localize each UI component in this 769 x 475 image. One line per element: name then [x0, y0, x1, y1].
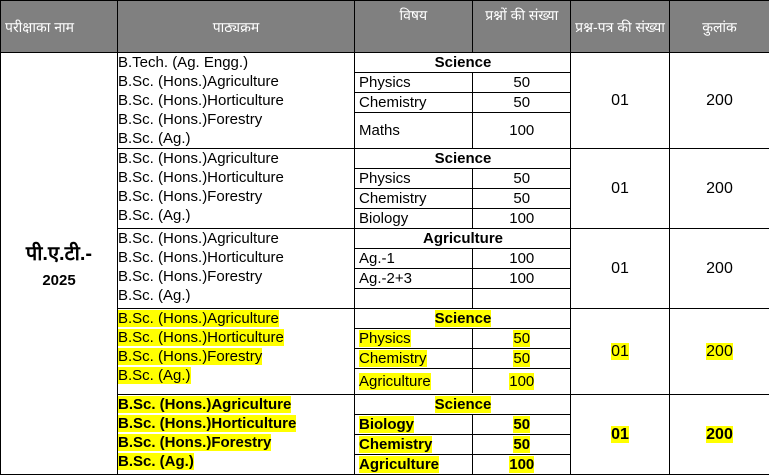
subject-block	[355, 395, 571, 475]
subject-name: Chemistry	[355, 189, 472, 209]
course-list	[118, 149, 355, 229]
course-item: B.Sc. (Ag.)	[118, 206, 354, 225]
subject-questions: 50	[472, 189, 571, 209]
subject-questions: 50	[472, 93, 571, 113]
subject-name: Ag.-1	[355, 249, 472, 269]
num-papers: 01	[611, 426, 629, 443]
course-item: B.Sc. (Hons.)Horticulture	[118, 415, 296, 432]
subject-block	[355, 229, 571, 309]
subject-questions: 50	[513, 416, 530, 433]
subject-name: Biology	[359, 416, 414, 433]
subject-questions: 100	[472, 113, 571, 149]
subject-name: Physics	[355, 169, 472, 189]
course-item: B.Sc. (Hons.)Agriculture	[118, 310, 279, 327]
header-row	[1, 1, 769, 53]
subject-name: Chemistry	[359, 350, 427, 367]
course-item: B.Sc. (Hons.)Agriculture	[118, 72, 354, 91]
course-item: B.Sc. (Hons.)Forestry	[118, 434, 271, 451]
stream-label: Science	[355, 149, 571, 169]
total-marks: 200	[706, 426, 733, 443]
course-item: B.Sc. (Ag.)	[118, 286, 354, 305]
num-papers: 01	[571, 149, 670, 229]
subject-name: Agriculture	[359, 373, 431, 390]
group-row-0	[1, 53, 769, 149]
stream-label: Science	[435, 310, 492, 327]
header-subject: विषय	[355, 1, 472, 52]
subject-block	[355, 53, 571, 149]
header-num-papers: प्रश्न-पत्र की संख्या	[571, 1, 670, 53]
subject-block	[355, 149, 571, 229]
header-subject-group	[355, 1, 571, 53]
subject-questions: 100	[472, 209, 571, 229]
num-papers: 01	[571, 53, 670, 149]
subject-questions: 100	[509, 373, 534, 390]
header-total-marks: कुलांक	[670, 1, 769, 53]
subject-questions: 50	[513, 330, 530, 347]
exam-year: 2025	[1, 272, 117, 289]
subject-questions: 100	[472, 269, 571, 289]
course-item: B.Sc. (Hons.)Agriculture	[118, 149, 354, 168]
subject-block	[355, 309, 571, 395]
subject-questions	[472, 289, 571, 309]
subject-questions: 50	[472, 73, 571, 93]
total-marks: 200	[706, 343, 733, 360]
subject-questions: 100	[509, 456, 534, 473]
num-papers: 01	[571, 229, 670, 309]
course-item: B.Sc. (Hons.)Forestry	[118, 110, 354, 129]
stream-label: Agriculture	[355, 229, 571, 249]
subject-name: Agriculture	[359, 456, 439, 473]
course-list	[118, 309, 355, 395]
course-item: B.Sc. (Hons.)Horticulture	[118, 168, 354, 187]
header-course: पाठ्यक्रम	[118, 1, 355, 53]
exam-name: पी.ए.टी.-	[1, 239, 117, 266]
course-list	[118, 53, 355, 149]
subject-questions: 50	[472, 169, 571, 189]
course-item: B.Sc. (Hons.)Agriculture	[118, 396, 291, 413]
course-item: B.Sc. (Hons.)Agriculture	[118, 229, 354, 248]
course-item: B.Sc. (Ag.)	[118, 453, 194, 470]
subject-name: Chemistry	[355, 93, 472, 113]
subject-questions: 50	[513, 350, 530, 367]
total-marks: 200	[670, 53, 769, 149]
header-num-questions: प्रश्नों की संख्या	[472, 1, 571, 52]
subject-name: Biology	[355, 209, 472, 229]
num-papers: 01	[611, 343, 629, 360]
subject-name: Ag.-2+3	[355, 269, 472, 289]
stream-label: Science	[355, 53, 571, 73]
header-exam-name: परीक्षाका नाम	[1, 1, 118, 53]
course-item: B.Tech. (Ag. Engg.)	[118, 53, 354, 72]
course-item: B.Sc. (Hons.)Horticulture	[118, 91, 354, 110]
course-item: B.Sc. (Hons.)Horticulture	[118, 329, 284, 346]
course-item: B.Sc. (Hons.)Horticulture	[118, 248, 354, 267]
exam-cell	[1, 53, 118, 475]
course-item: B.Sc. (Ag.)	[118, 367, 191, 384]
course-list	[118, 229, 355, 309]
subject-name: Physics	[355, 73, 472, 93]
subject-questions: 50	[513, 436, 530, 453]
subject-name: Physics	[359, 330, 411, 347]
subject-questions: 100	[472, 249, 571, 269]
subject-name: Maths	[355, 113, 472, 149]
subject-name	[355, 289, 472, 309]
course-item: B.Sc. (Hons.)Forestry	[118, 267, 354, 286]
total-marks: 200	[670, 149, 769, 229]
course-item: B.Sc. (Ag.)	[118, 129, 354, 148]
course-list	[118, 395, 355, 475]
stream-label: Science	[435, 396, 492, 413]
course-item: B.Sc. (Hons.)Forestry	[118, 187, 354, 206]
course-item: B.Sc. (Hons.)Forestry	[118, 348, 262, 365]
total-marks: 200	[670, 229, 769, 309]
subject-name: Chemistry	[359, 436, 432, 453]
